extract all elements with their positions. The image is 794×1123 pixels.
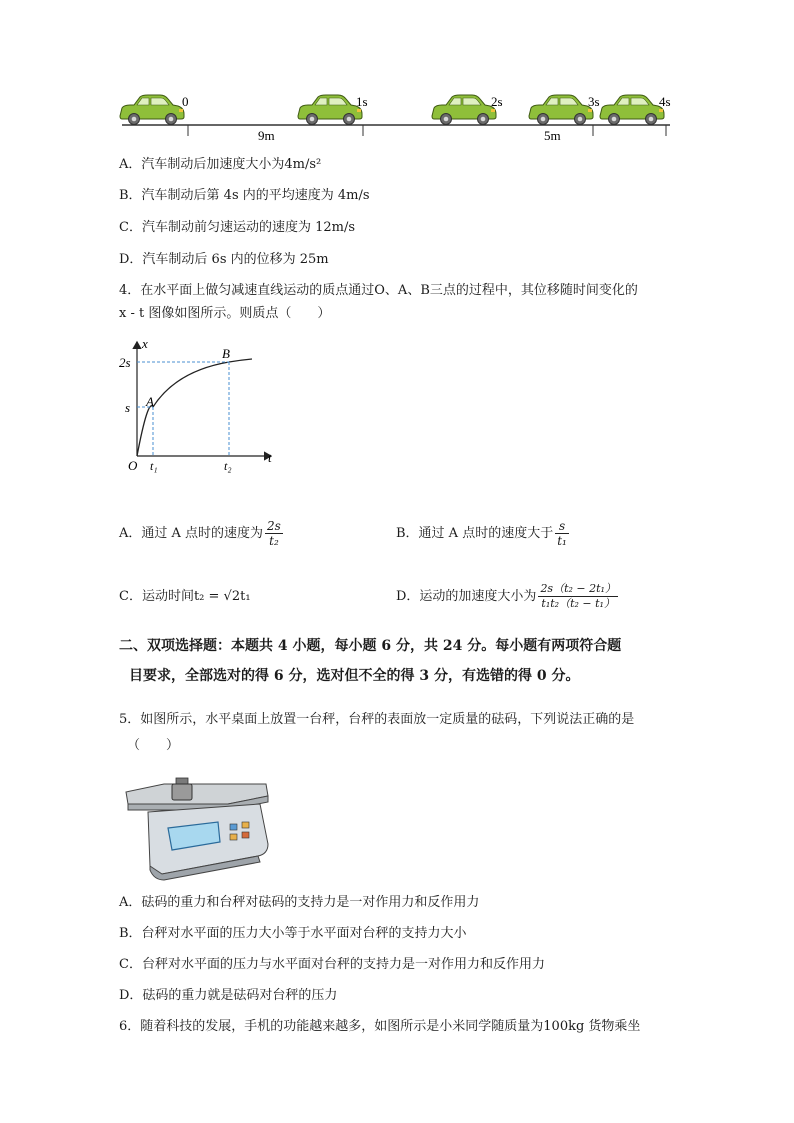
q4-option-b <box>396 518 569 550</box>
tick-label-s: s <box>125 400 131 415</box>
q5-option-b: B．台秤对水平面的压力大小等于水平面对台秤的支持力大小 <box>119 926 467 941</box>
distance-label-9m: 9m <box>258 128 275 143</box>
section2-heading-line2: 目要求，全部选对的得 6 分，选对但不全的得 3 分，有选错的得 0 分。 <box>129 668 580 684</box>
scale-illustration <box>118 770 278 882</box>
q4-option-d <box>396 578 618 616</box>
time-label-0: 0 <box>182 94 189 109</box>
car-4s <box>600 95 664 125</box>
q5-option-d: D．砝码的重力就是砝码对台秤的压力 <box>119 988 338 1003</box>
weight <box>172 784 192 800</box>
q5-option-c: C．台秤对水平面的压力与水平面对台秤的支持力是一对作用力和反作用力 <box>119 957 545 972</box>
axis-label-x: x <box>142 336 148 351</box>
q3-option-a: A．汽车制动后加速度大小为4m/s² <box>119 157 322 172</box>
q3-option-d: D．汽车制动后 6s 内的位移为 25m <box>119 252 329 267</box>
time-label-1s: 1s <box>356 94 368 109</box>
car-motion-figure <box>118 88 678 144</box>
fraction-numerator: 2s <box>267 519 281 533</box>
scale-button <box>230 834 237 840</box>
q5-stem-line2: （ ） <box>127 738 180 753</box>
tick-label-2s: 2s <box>119 355 131 370</box>
q5-option-a: A．砝码的重力和台秤对砝码的支持力是一对作用力和反作用力 <box>119 895 480 910</box>
q4-option-d-fraction <box>538 582 618 611</box>
q3-option-c: C．汽车制动前匀速运动的速度为 12m/s <box>119 220 355 235</box>
time-label-4s: 4s <box>659 94 671 109</box>
car-0 <box>120 95 184 125</box>
xt-graph <box>116 336 286 478</box>
time-label-3s: 3s <box>588 94 600 109</box>
fraction-denominator: t₂ <box>269 534 279 548</box>
q4-option-a <box>119 518 283 550</box>
q4-option-a-fraction <box>265 519 283 548</box>
fraction-numerator: s <box>555 519 569 534</box>
point-b-label: B <box>222 346 230 361</box>
scale-button <box>242 822 249 828</box>
weight-knob <box>176 778 188 784</box>
tick-label-t2: t₂ <box>224 459 232 473</box>
car-2s <box>432 95 496 125</box>
q5-stem-line1: 5．如图所示，水平桌面上放置一台秤，台秤的表面放一定质量的砝码，下列说法正确的是 <box>119 712 635 727</box>
section2-heading-line1: 二、双项选择题：本题共 4 小题，每小题 6 分，共 24 分。每小题有两项符合题 <box>119 638 622 654</box>
q4-stem-line1: 4．在水平面上做匀减速直线运动的质点通过O、A、B三点的过程中，其位移随时间变化的 <box>119 283 638 298</box>
fraction-denominator: t₁t₂（t₂ − t₁） <box>541 597 615 610</box>
q4-option-d-text: D．运动的加速度大小为 <box>396 589 537 604</box>
axis-label-t: t <box>268 450 272 465</box>
q3-option-b: B．汽车制动后第 4s 内的平均速度为 4m/s <box>119 188 370 203</box>
q4-option-a-text: A．通过 A 点时的速度为 <box>119 526 264 541</box>
q6-stem-line1: 6．随着科技的发展，手机的功能越来越多，如图所示是小米同学随质量为100kg 货物乘坐 <box>119 1019 641 1034</box>
q4-option-b-fraction <box>555 519 569 548</box>
fraction-numerator: 2s（t₂ − 2t₁） <box>540 582 616 595</box>
origin-label: O <box>128 458 138 473</box>
car-3s <box>529 95 593 125</box>
q4-stem-line2: x - t 图像如图所示。则质点（ ） <box>119 306 331 321</box>
distance-label-5m: 5m <box>544 128 561 143</box>
fraction-denominator: t₁ <box>557 534 567 548</box>
scale-button <box>230 824 237 830</box>
xt-curve <box>137 359 252 456</box>
car-1s <box>298 95 362 125</box>
time-label-2s: 2s <box>491 94 503 109</box>
q4-option-b-text: B．通过 A 点时的速度大于 <box>396 526 554 541</box>
tick-label-t1: t₁ <box>150 459 158 473</box>
scale-button <box>242 832 249 838</box>
q4-option-c: C．运动时间t₂ = √2t₁ <box>119 589 251 604</box>
point-a-label: A <box>146 394 154 409</box>
